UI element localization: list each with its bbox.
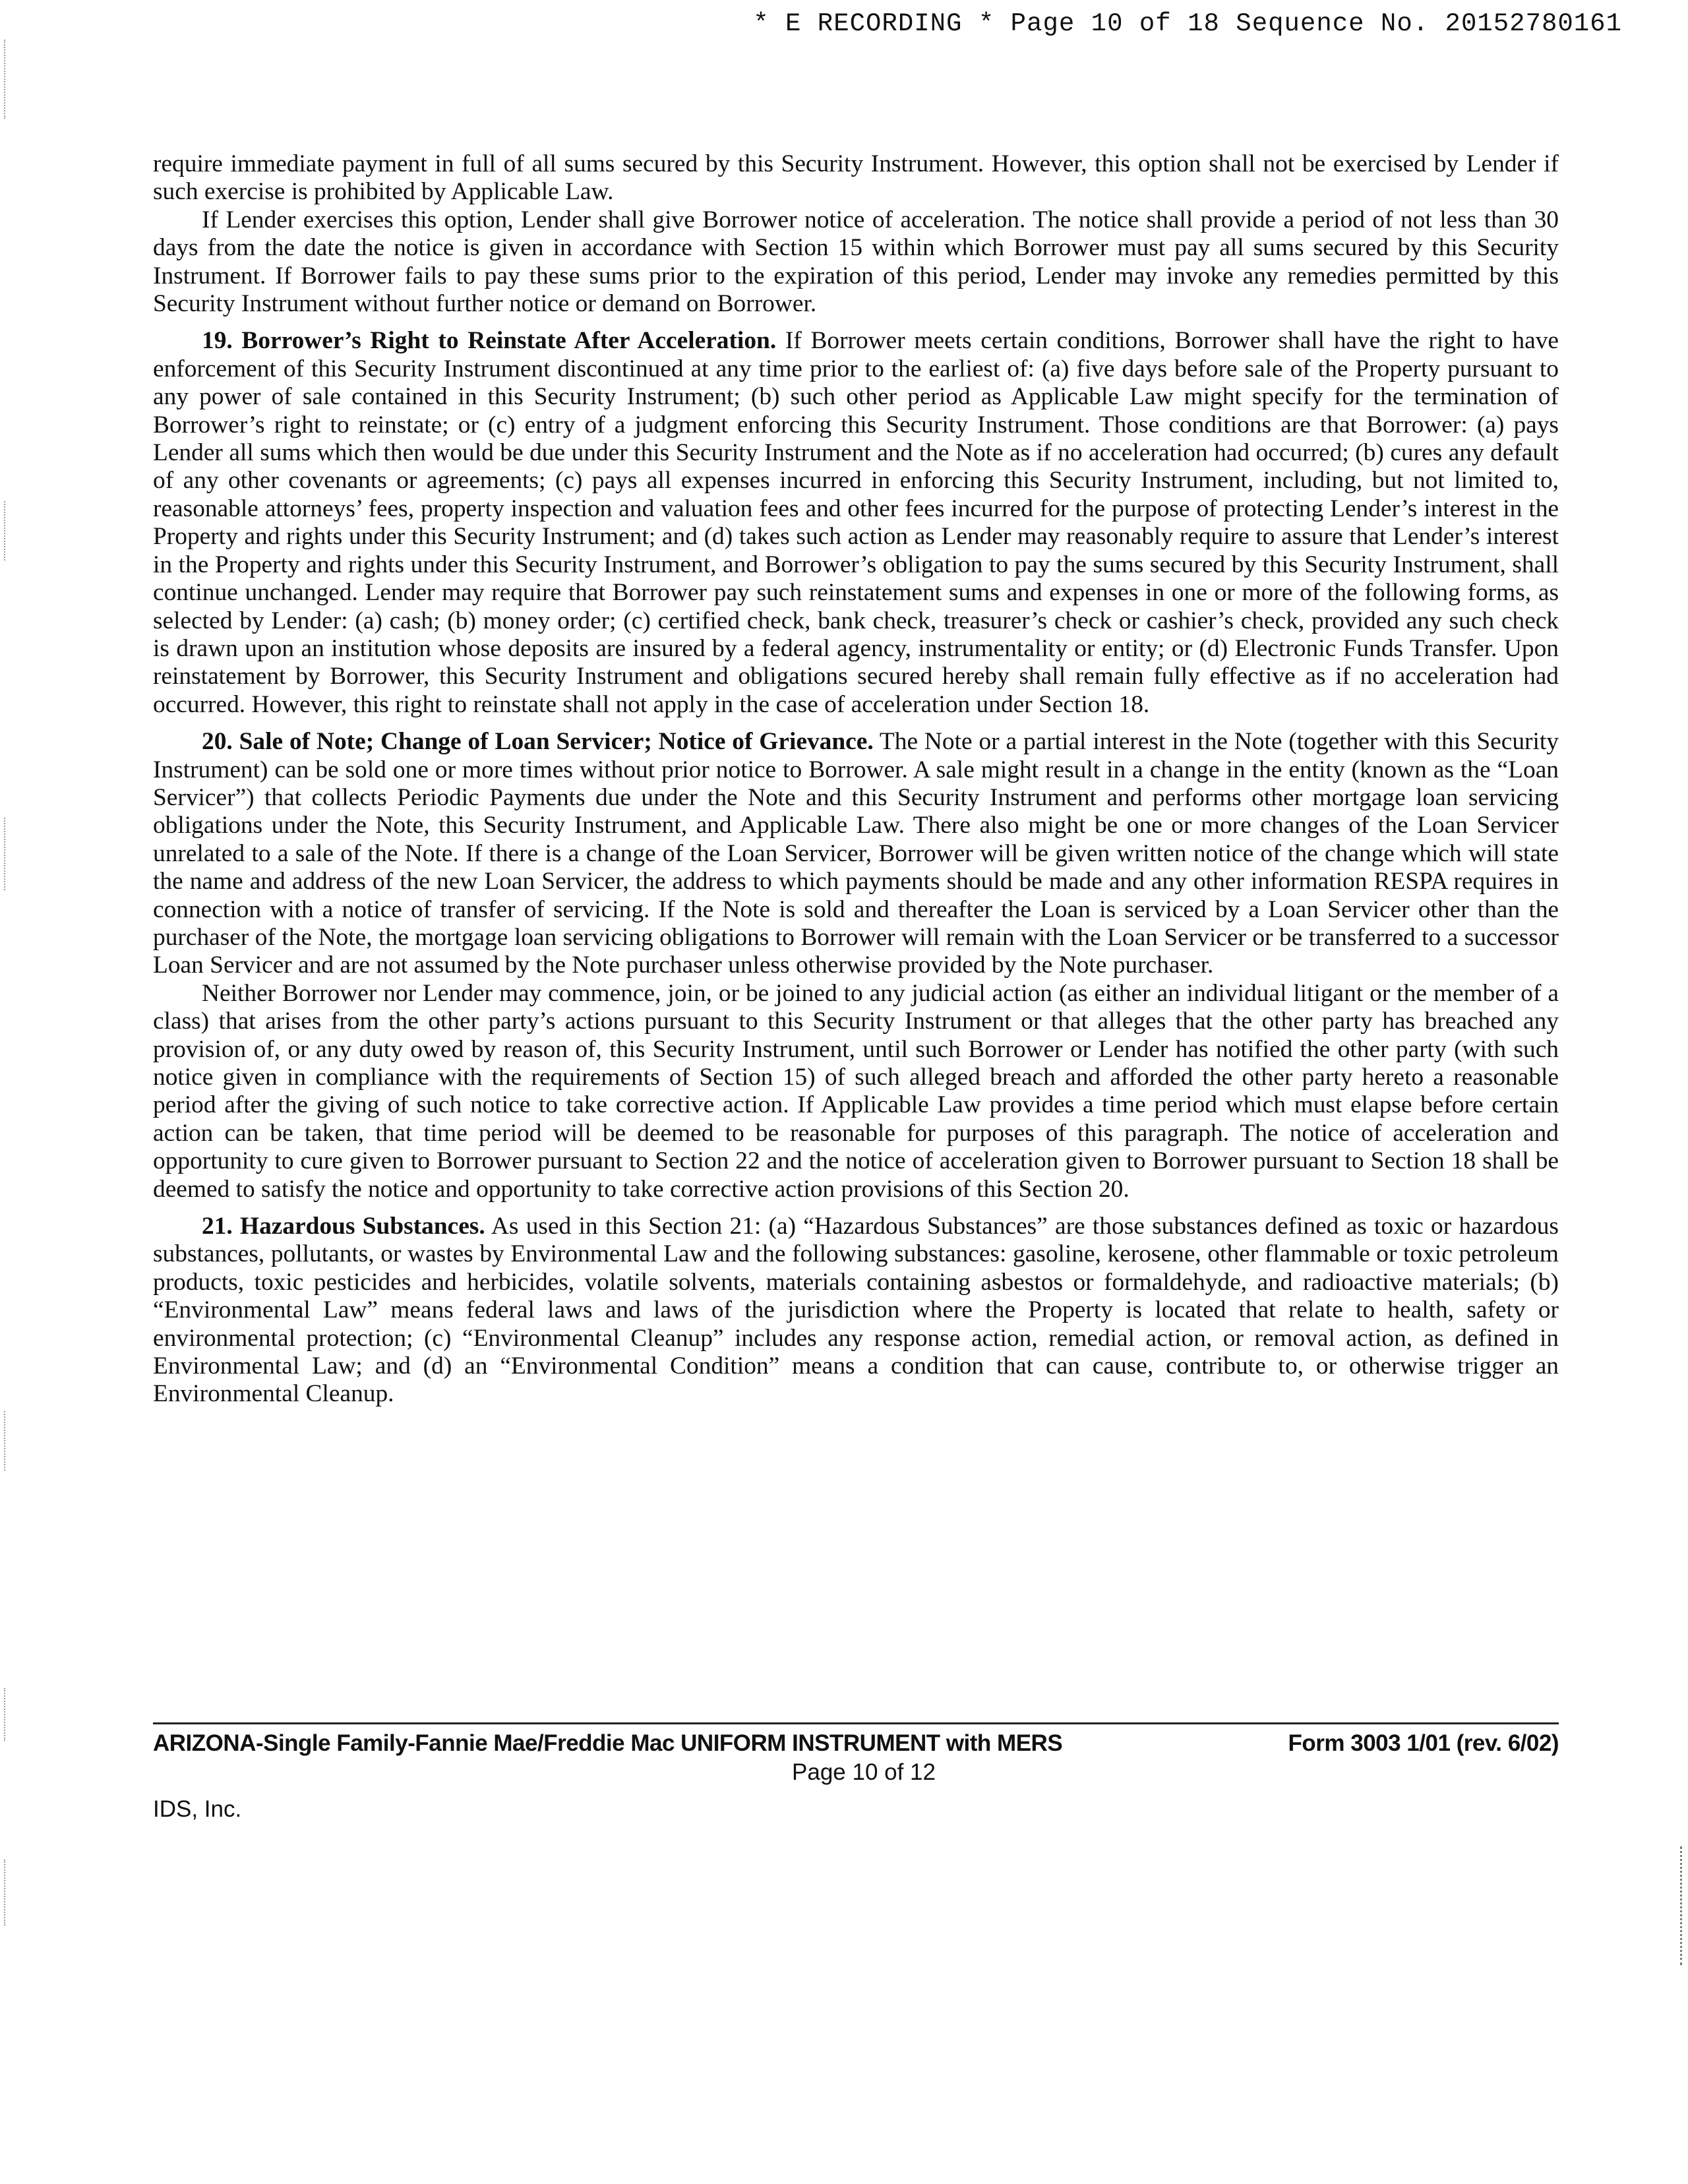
section-19-text: If Borrower meets certain conditions, Borrower shall have the right to have enforcement of this Security Instrument discontinued at any time prior to the earliest of: (a) five days before sale of the Property pursuant to any power of sale contained in this Security Instrument; (b) such other period as Applicable Law might specify for the termination of Borrower’s right to reinstate; or (c) entry of a judgment enforcing this Security Instrument. Those conditions are that Borrower: (a) pays Lender all sums which then would be due under this Security Instrument and the Note as if no acceleration had occurred; (b) cures any default of any other covenants or agreements; (c) pays all expenses incurred in enforcing this Security Instrument, including, but not limited to, reasonable attorneys’ fees, property inspection and valuation fees and other fees incurred for the purpose of protecting Lender’s interest in the Property and rights under this Security Instrument; and (d) takes such action as Lender may reasonably require to assure that Lender’s interest in the Property and rights under this Security Instrument, and Borrower’s obligation to pay the sums secured by this Security Instrument, shall continue unchanged. Lender may require that Borrower pay such reinstatement sums and expenses in one or more of the following forms, as selected by Lender: (a) cash; (b) money order; (c) certified check, bank check, treasurer’s check or cashier’s check, provided any such check is drawn upon an institution whose deposits are insured by a federal agency, instrumentality or entity; or (d) Electronic Funds Transfer. Upon reinstatement by Borrower, this Security Instrument and obligations secured hereby shall remain fully effective as if no acceleration had occurred. However, this right to reinstate shall not apply in the case of acceleration under Section 18. xyxy=(153,327,1559,718)
document-body xyxy=(153,150,1559,1409)
footer-state: ARIZONA xyxy=(153,1730,256,1756)
section-21-text: As used in this Section 21: (a) “Hazardous Substances” are those substances defined as toxic or hazardous substances, pollutants, or wastes by Environmental Law and the following substances: gasoline, kerosene, other flammable or toxic petroleum products, toxic pesticides and herbicides, volatile solvents, materials containing asbestos or formaldehyde, and radioactive materials; (b) “Environmental Law” means federal laws and laws of the jurisdiction where the Property is located that relate to health, safety or environmental protection; (c) “Environmental Cleanup” includes any response action, remedial action, or removal action, as defined in Environmental Law; and (d) an “Environmental Condition” means a condition that can cause, contribute to, or otherwise trigger an Environmental Cleanup. xyxy=(153,1213,1559,1408)
scan-edge-mark xyxy=(1680,1846,1682,1965)
section-20-paragraph-2: Neither Borrower nor Lender may commence, join, or be joined to any judicial action (as either an individual litigant or the member of a class) that arises from the other party’s actions pursuant to this Security Instrument or that alleges that the other party has breached any provision of, or any duty owed by reason of, this Security Instrument, until such Borrower or Lender has notified the other party (with such notice given in compliance with the requirements of Section 15) of such alleged breach and afforded the other party hereto a reasonable period after the giving of such notice to take corrective action. If Applicable Law provides a time period which must elapse before certain action can be taken, that time period will be deemed to be reasonable for purposes of this paragraph. The notice of acceleration and opportunity to cure given to Borrower pursuant to Section 22 and the notice of acceleration given to Borrower pursuant to Section 18 shall be deemed to satisfy the notice and opportunity to take corrective action provisions of this Section 20. xyxy=(153,979,1559,1203)
footer-form-title-text: -Single Family-Fannie Mae/Freddie Mac UNIFORM INSTRUMENT with MERS xyxy=(255,1730,1063,1756)
paragraph-18-acceleration-notice: If Lender exercises this option, Lender shall give Borrower notice of acceleration. The notice shall provide a period of not less than 30 days from the date the notice is given in accordance with Section 15 within which Borrower must pay all sums secured by this Security Instrument. If Borrower fails to pay these sums prior to the expiration of this period, Lender may invoke any remedies permitted by this Security Instrument without further notice or demand on Borrower. xyxy=(153,206,1559,318)
section-21-heading: 21. Hazardous Substances. xyxy=(202,1213,485,1240)
footer-page-number-row xyxy=(0,1759,1688,1786)
scan-edge-mark xyxy=(4,1688,5,1741)
footer-form-number: Form 3003 1/01 (rev. 6/02) xyxy=(1288,1730,1559,1756)
section-20-text: The Note or a partial interest in the Note (together with this Security Instrument) can be sold one or more times without prior notice to Borrower. A sale might result in a change in the entity (known as the “Loan Servicer”) that collects Periodic Payments due under the Note and this Security Instrument and performs other mortgage loan servicing obligations under the Note, this Security Instrument, and Applicable Law. There also might be one or more changes of the Loan Servicer unrelated to a sale of the Note. If there is a change of the Loan Servicer, Borrower will be given written notice of the change which will state the name and address of the new Loan Servicer, the address to which payments should be made and any other information RESPA requires in connection with a notice of transfer of servicing. If the Note is sold and thereafter the Loan is serviced by a Loan Servicer other than the purchaser of the Note, the mortgage loan servicing obligations to Borrower will remain with the Loan Servicer or be transferred to a successor Loan Servicer and are not assumed by the Note purchaser unless otherwise provided by the Note purchaser. xyxy=(153,728,1559,979)
scan-edge-mark xyxy=(4,1411,5,1471)
section-21 xyxy=(153,1213,1559,1409)
footer-divider xyxy=(153,1722,1559,1724)
section-19-heading: 19. Borrower’s Right to Reinstate After Acceleration. xyxy=(202,327,777,355)
scan-edge-mark xyxy=(4,818,5,890)
footer-form-title xyxy=(153,1730,1062,1757)
recording-stamp: * E RECORDING * Page 10 of 18 Sequence No. 20152780161 xyxy=(753,9,1622,38)
scan-edge-mark xyxy=(4,1860,5,1926)
paragraph-18-continued: require immediate payment in full of all sums secured by this Security Instrument. However, this option shall not be exercised by Lender if such exercise is prohibited by Applicable Law. xyxy=(153,150,1559,206)
section-19 xyxy=(153,327,1559,719)
scan-edge-mark xyxy=(4,501,5,561)
footer-page-number: Page 10 of 12 xyxy=(792,1759,936,1785)
section-20 xyxy=(153,728,1559,980)
scan-edge-mark xyxy=(4,40,5,119)
section-20-heading: 20. Sale of Note; Change of Loan Servicer; Notice of Grievance. xyxy=(202,728,874,756)
footer-vendor: IDS, Inc. xyxy=(153,1796,242,1822)
